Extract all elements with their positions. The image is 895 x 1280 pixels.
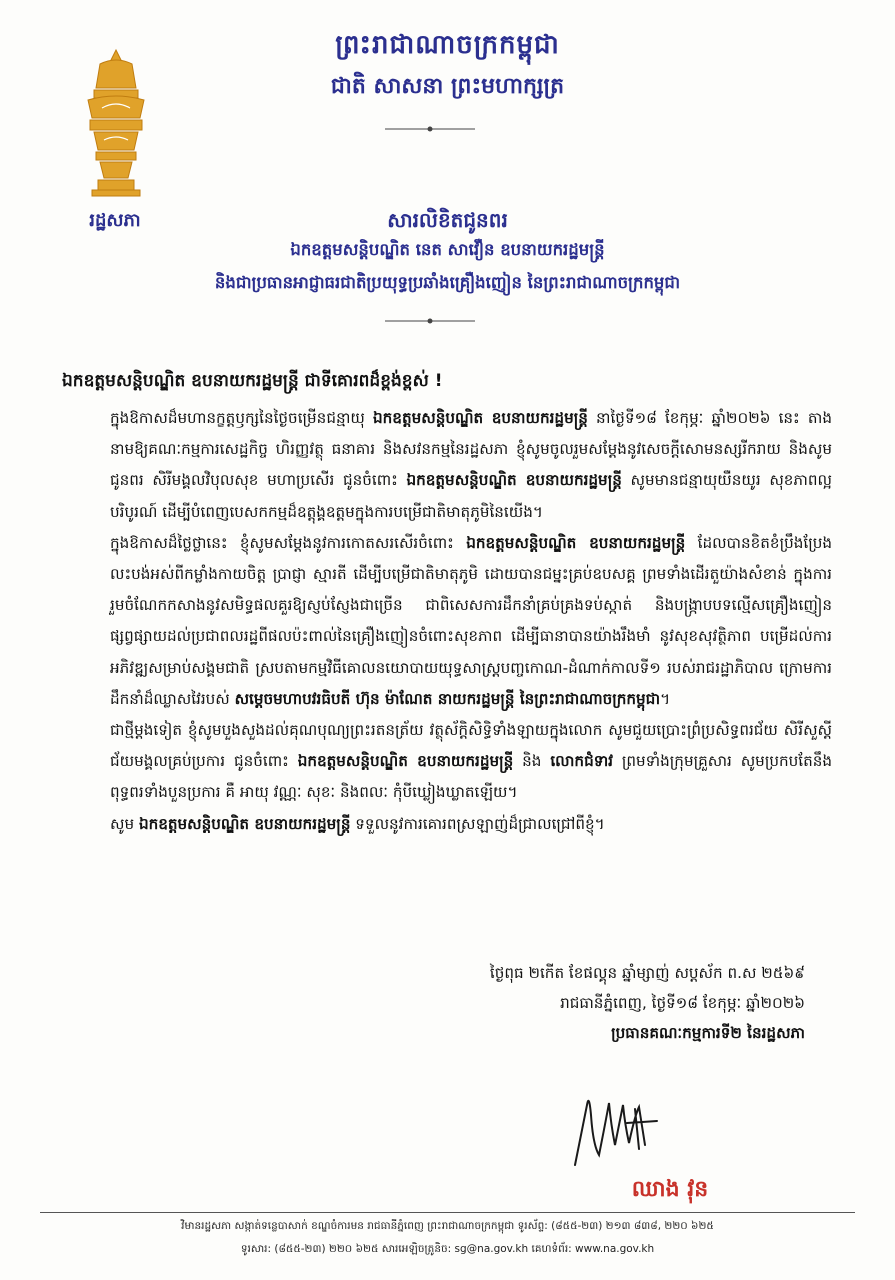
bold-span: ឯកឧត្តមសន្តិបណ្ឌិត ឧបនាយករដ្ឋមន្ត្រី [466,533,686,552]
bold-span: ឯកឧត្តមសន្តិបណ្ឌិត ឧបនាយករដ្ឋមន្ត្រី [138,814,351,833]
divider-ornament [385,318,475,324]
footer-divider [40,1212,855,1213]
recipient-position-line: និងជាប្រធានអាជ្ញាធរជាតិប្រយុទ្ធប្រឆាំងគ្រឿងញៀន នៃព្រះរាជាណាចក្រកម្ពុជា [214,273,681,292]
text-span: ទទួលនូវការគោរពស្រឡាញ់ដ៏ជ្រាលជ្រៅពីខ្ញុំ។ [350,814,605,833]
divider-ornament [385,126,475,132]
closing-block [395,958,805,1048]
text-span: ជាថ្មីម្តងទៀត ខ្ញុំសូមបួងសួងដល់គុណបុណ្យព្រះរតនត្រ័យ វត្ថុស័ក្តិសិទ្ធិទាំងឡាយក្នុងលោក សូមជួយប្រោះព្រំប្រសិទ្ធពរជ័យ សិរីសួស្តី ជ័យមង្គលគ្រប់ប្រការ ជូនចំពោះ [110,721,832,771]
text-span: ក្នុងឱកាសដ៏មហានក្ខត្តឫក្សនៃថ្ងៃចម្រើនជន្មាយុ [110,409,374,427]
national-motto: ជាតិ សាសនា ព្រះមហាក្សត្រ [330,74,565,99]
bold-span: ឯកឧត្តមសន្តិបណ្ឌិត ឧបនាយករដ្ឋមន្ត្រី [406,471,622,490]
paragraph-2 [62,528,832,715]
recipient-line: ឯកឧត្តមសន្តិបណ្ឌិត នេត សាវឿន ឧបនាយករដ្ឋមន្ត្រី [290,240,605,259]
text-span: ដែលបានខិតខំប្រឹងប្រែងលះបង់អស់ពីកម្លាំងកាយចិត្ត ប្រាជ្ញា ស្មារតី ដើម្បីបម្រើជាតិមាតុភូមិ ដោយបានជម្នះគ្រប់ឧបសគ្គ ព្រមទាំងដើរតួយ៉ាងសំខាន់ ក្នុងការរួមចំណែកកសាងនូវសមិទ្ធផលគួរឱ្យស្ញប់ស្ញែងជាច្រើន ជាពិសេសការដឹកនាំគ្រប់គ្រងទប់ស្កាត់ និងបង្ក្រាបបទល្មើសគ្រឿងញៀន ផ្សព្វផ្សាយដល់ប្រជាពលរដ្ឋពីផលប៉ះពាល់នៃគ្រឿងញៀនចំពោះសុខភាព ដើម្បីធានាបានយ៉ាងរឹងមាំ នូវសុខសុវត្ថិភាព បម្រើដល់ការអភិវឌ្ឍសម្រាប់សង្គមជាតិ ស្របតាមកម្មវិធីគោលនយោបាយយុទ្ធសាស្ត្របញ្ចកោណ-ដំណាក់កាលទី១ របស់រាជរដ្ឋាភិបាល ក្រោមការដឹកនាំដ៏ឈ្លាសវៃរបស់ [110,533,832,708]
org-label: រដ្ឋសភា [89,210,141,231]
bold-span: ឯកឧត្តមសន្តិបណ្ឌិត ឧបនាយករដ្ឋមន្ត្រី [297,752,514,771]
handwritten-signature [565,1085,705,1175]
letter-body [62,403,832,840]
text-span: សូម [110,814,139,833]
paragraph-3 [62,715,832,809]
footer-address: វិមានរដ្ឋសភា សង្កាត់ទន្លេបាសាក់ ខណ្ឌចំការមន រាជធានីភ្នំពេញ ព្រះរាជាណាចក្រកម្ពុជា ទូរស័ព្ទ: (៨៥៥-២៣) ២១៣ ៨៣៨, ២២០ ៦២៥ [181,1220,714,1232]
text-span: ព្រមទាំងក្រុមគ្រួសារ សូមប្រកបតែនឹងពុទ្ធពរទាំងបួនប្រការ គឺ អាយុ វណ្ណៈ សុខៈ និងពលៈ កុំបីឃ្លៀងឃ្លាតឡើយ។ [110,752,833,802]
signer-name: ឈាង វុន [631,1177,709,1202]
text-span: ។ [660,689,671,708]
salutation: ឯកឧត្តមសន្តិបណ្ឌិត ឧបនាយករដ្ឋមន្ត្រី ជាទីគោរពដ៏ខ្ពង់ខ្ពស់ ! [62,371,443,391]
text-span: ក្នុងឱកាសដ៏ថ្លៃថ្លានេះ ខ្ញុំសូមសម្តែងនូវការកោតសរសើរចំពោះ [110,533,467,552]
parliament-emblem-icon [80,48,152,198]
place-date: រាជធានីភ្នំពេញ, ថ្ងៃទី១៨ ខែកុម្ភៈ ឆ្នាំ២០២៦ [560,994,805,1012]
paragraph-1 [62,403,832,528]
text-span: សូមមានជន្មាយុយឺនយូរ សុខភាពល្អបរិបូរណ៍ ដើម្បីបំពេញបេសកកម្មដ៏ឧត្តុង្គឧត្តមក្នុងការបម្រើជាតិមាតុភូមិនៃយើង។ [110,471,832,521]
lunar-date: ថ្ងៃពុធ ២កើត ខែផល្គុន ឆ្នាំម្សាញ់ សប្តស័ក ព.ស ២៥៦៩ [489,964,805,982]
signer-title: ប្រធានគណៈកម្មការទី២ នៃរដ្ឋសភា [611,1024,805,1042]
text-span: នាថ្ងៃទី១៨ ខែកុម្ភៈ ឆ្នាំ២០២៦ នេះ តាងនាមឱ្យគណៈកម្មការសេដ្ឋកិច្ច ហិរញ្ញវត្ថុ ធនាគារ និងសវនកម្មនៃរដ្ឋសភា ខ្ញុំសូមចូលរួមសម្តែងនូវសេចក្តីសោមនស្សរីករាយ និងសូមជូនពរ សិរីមង្គលវិបុលសុខ មហាប្រសើរ ជូនចំពោះ [110,409,832,490]
bold-span: លោកជំទាវ [550,752,613,771]
bold-span: សម្តេចមហាបវរធិបតី ហ៊ុន ម៉ាណែត នាយករដ្ឋមន្ត្រី នៃព្រះរាជាណាចក្រកម្ពុជា [234,689,661,708]
kingdom-heading: ព្រះរាជាណាចក្រកម្ពុជា [335,30,560,60]
bold-span: ឯកឧត្តមសន្តិបណ្ឌិត ឧបនាយករដ្ឋមន្ត្រី [373,409,588,427]
letter-title: សារលិខិតជូនពរ [387,208,508,232]
text-span: និង [513,752,551,771]
footer-contact: ទូរសារ: (៨៥៥-២៣) ២២០ ៦២៥ សារអេឡិចត្រូនិច: sg@na.gov.kh គេហទំព័រ: www.na.gov.kh [240,1243,655,1255]
paragraph-4 [62,809,832,840]
